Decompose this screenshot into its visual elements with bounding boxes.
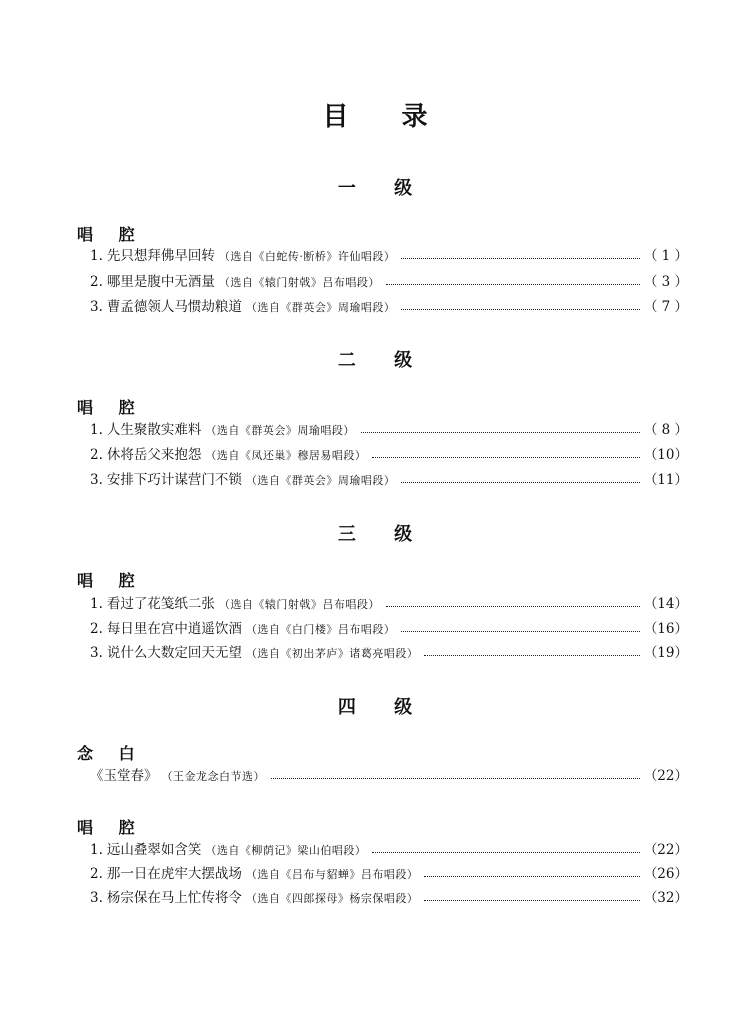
- dot-leader: [424, 900, 639, 901]
- entry-page: （22）: [643, 768, 688, 784]
- entry-source: （选自《白门楼》吕布唱段）: [245, 623, 396, 636]
- entry-page: （ 8 ）: [643, 422, 688, 438]
- entry-title: 哪里是腹中无酒量: [106, 274, 215, 290]
- dot-leader: [271, 778, 640, 779]
- dot-leader: [372, 457, 639, 458]
- entry-source: （选自《柳荫记》梁山伯唱段）: [205, 844, 367, 857]
- entry-title: 那一日在虎牢大摆战场: [106, 866, 242, 882]
- entry-source: （选自《白蛇传·断桥》许仙唱段）: [218, 250, 396, 263]
- category-label: 念 白: [77, 744, 145, 763]
- entry-source: （选自《群英会》周瑜唱段）: [245, 474, 396, 487]
- dot-leader: [424, 876, 639, 877]
- entry-source: （选自《初出茅庐》诸葛亮唱段）: [245, 647, 419, 660]
- toc-entry[interactable]: [90, 270, 688, 290]
- entry-number: 3.: [90, 890, 103, 906]
- toc-entry[interactable]: [90, 443, 688, 463]
- entry-page: （ 1 ）: [643, 248, 688, 264]
- toc-entry[interactable]: [90, 838, 688, 858]
- entry-number: 2.: [90, 866, 103, 882]
- entry-page: （14）: [643, 596, 688, 612]
- dot-leader: [401, 309, 639, 310]
- entry-source: （选自《群英会》周瑜唱段）: [205, 424, 355, 437]
- page-title: 目 录: [322, 102, 450, 132]
- entry-title: 休将岳父来抱怨: [106, 447, 202, 463]
- toc-entry[interactable]: [90, 617, 688, 637]
- entry-number: 1.: [90, 842, 103, 858]
- dot-leader: [386, 606, 640, 607]
- entry-source: （选自《群英会》周瑜唱段）: [245, 301, 396, 314]
- level-heading-2: 二 级: [337, 350, 429, 371]
- entry-number: 3.: [90, 645, 103, 661]
- category-label: 唱 腔: [77, 225, 145, 244]
- entry-number: 2.: [90, 274, 103, 290]
- level-heading-3: 三 级: [337, 524, 429, 545]
- dot-leader: [401, 631, 639, 632]
- dot-leader: [372, 852, 639, 853]
- entry-page: （11）: [643, 472, 688, 488]
- entry-title: 远山叠翠如含笑: [106, 842, 202, 858]
- dot-leader: [401, 258, 639, 259]
- entry-number: 3.: [90, 299, 103, 315]
- entry-source: （王金龙念白节选）: [161, 770, 265, 783]
- entry-title: 曹孟德领人马惯劫粮道: [106, 299, 242, 315]
- entry-title: 安排下巧计谋营门不锁: [106, 472, 242, 488]
- entry-page: （16）: [643, 621, 688, 637]
- category-label: 唱 腔: [77, 818, 145, 837]
- entry-source: （选自《四郎探母》杨宗保唱段）: [245, 892, 419, 905]
- dot-leader: [401, 482, 639, 483]
- entry-page: （32）: [643, 890, 688, 906]
- toc-entry[interactable]: [90, 641, 688, 661]
- toc-entry[interactable]: [90, 886, 688, 906]
- dot-leader: [424, 655, 639, 656]
- toc-entry[interactable]: [90, 468, 688, 488]
- entry-title: 说什么大数定回天无望: [106, 645, 242, 661]
- toc-entry[interactable]: [90, 862, 688, 882]
- toc-entry[interactable]: [90, 295, 688, 315]
- toc-entry[interactable]: [90, 764, 688, 784]
- entry-source: （选自《凤还巢》穆居易唱段）: [205, 449, 367, 462]
- dot-leader: [361, 432, 640, 433]
- entry-title: 先只想拜佛早回转: [106, 248, 215, 264]
- toc-entry[interactable]: [90, 592, 688, 612]
- entry-title: 杨宗保在马上忙传将令: [106, 890, 242, 906]
- entry-page: （ 3 ）: [643, 274, 688, 290]
- entry-number: 1.: [90, 596, 103, 612]
- entry-page: （22）: [643, 842, 688, 858]
- entry-number: 2.: [90, 621, 103, 637]
- category-label: 唱 腔: [77, 571, 145, 590]
- category-label: 唱 腔: [77, 398, 145, 417]
- entry-source: （选自《吕布与貂蝉》吕布唱段）: [245, 868, 419, 881]
- level-heading-4: 四 级: [337, 697, 429, 718]
- entry-title: 《玉堂春》: [90, 768, 158, 784]
- entry-number: 3.: [90, 472, 103, 488]
- entry-title: 每日里在宫中逍遥饮酒: [106, 621, 242, 637]
- entry-number: 2.: [90, 447, 103, 463]
- level-heading-1: 一 级: [337, 178, 429, 199]
- entry-number: 1.: [90, 248, 103, 264]
- entry-page: （10）: [643, 447, 688, 463]
- entry-source: （选自《辕门射戟》吕布唱段）: [218, 276, 380, 289]
- entry-page: （26）: [643, 866, 688, 882]
- dot-leader: [386, 284, 640, 285]
- toc-entry[interactable]: [90, 418, 688, 438]
- entry-page: （ 7 ）: [643, 299, 688, 315]
- entry-source: （选自《辕门射戟》吕布唱段）: [218, 598, 380, 611]
- entry-number: 1.: [90, 422, 103, 438]
- entry-page: （19）: [643, 645, 688, 661]
- toc-entry[interactable]: [90, 244, 688, 264]
- entry-title: 人生聚散实难料: [106, 422, 202, 438]
- entry-title: 看过了花笺纸二张: [106, 596, 215, 612]
